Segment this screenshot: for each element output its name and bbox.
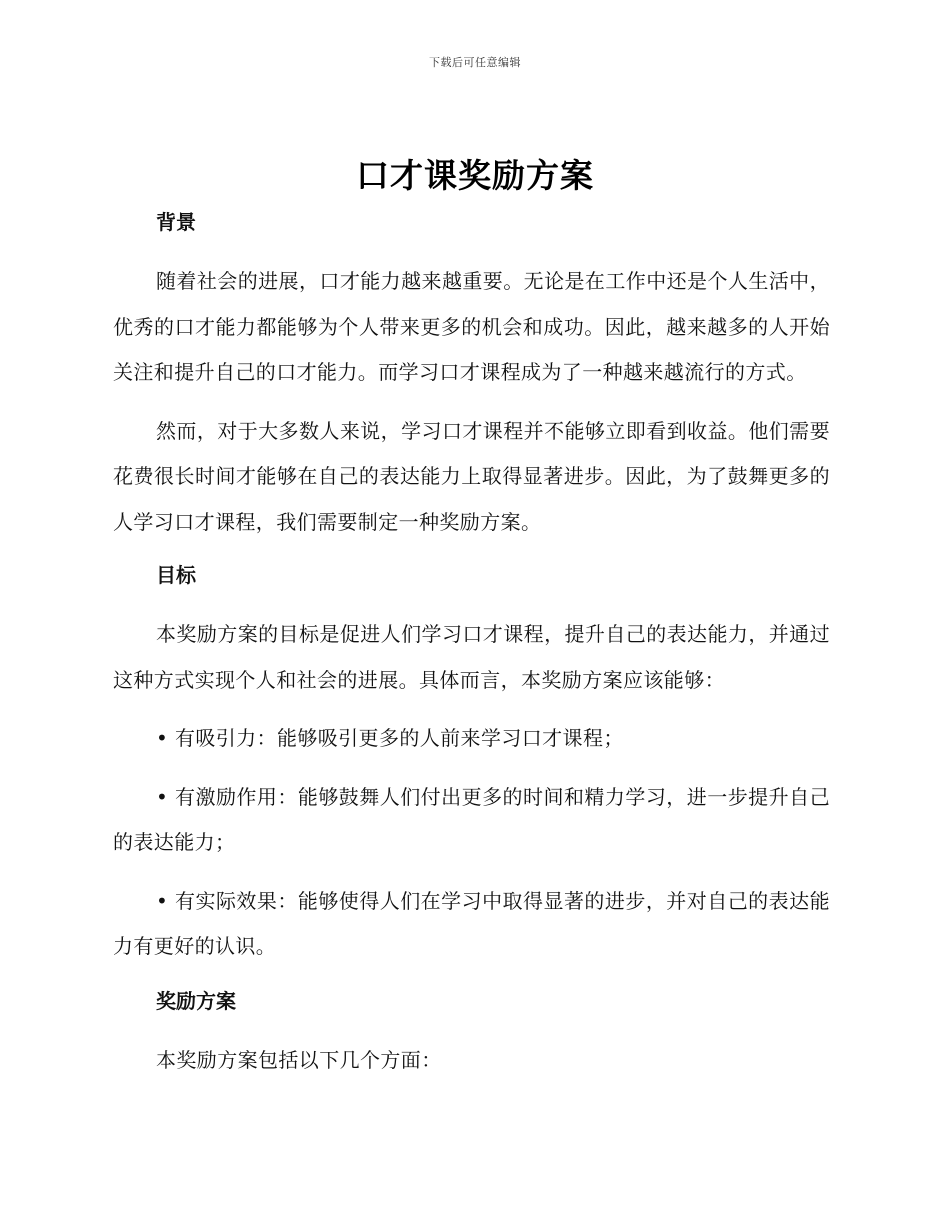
plan-intro-paragraph: 本奖励方案包括以下几个方面： xyxy=(156,1047,442,1072)
section-heading-goal: 目标 xyxy=(156,563,196,587)
goal-intro-paragraph: 本奖励方案的目标是促进人们学习口才课程，提升自己的表达能力，并通过这种方式实现个人和社会的进展。具体而言，本奖励方案应该能够： xyxy=(113,622,830,692)
background-paragraph-1: 随着社会的进展，口才能力越来越重要。无论是在工作中还是个人生活中，优秀的口才能力都能够为个人带来更多的机会和成功。因此，越来越多的人开始关注和提升自己的口才能力。而学习口才课程成为了一种越来越流行的方式。 xyxy=(113,269,830,384)
background-paragraph-2: 然而，对于大多数人来说，学习口才课程并不能够立即看到收益。他们需要花费很长时间才能够在自己的表达能力上取得显著进步。因此，为了鼓舞更多的人学习口才课程，我们需要制定一种奖励方案。 xyxy=(113,418,830,534)
section-heading-plan: 奖励方案 xyxy=(156,988,236,1013)
page-header-note: 下载后可任意编辑 xyxy=(429,56,521,69)
goal-bullet-2: • 有激励作用：能够鼓舞人们付出更多的时间和精力学习，进一步提升自己的表达能力； xyxy=(113,784,830,854)
goal-bullet-1: • 有吸引力：能够吸引更多的人前来学习口才课程； xyxy=(156,726,624,750)
document-body xyxy=(113,205,830,1083)
section-heading-background: 背景 xyxy=(156,210,196,234)
document-title: 口才课奖励方案 xyxy=(356,156,594,195)
goal-bullet-3: • 有实际效果：能够使得人们在学习中取得显著的进步，并对自己的表达能力有更好的认识。 xyxy=(113,888,830,958)
